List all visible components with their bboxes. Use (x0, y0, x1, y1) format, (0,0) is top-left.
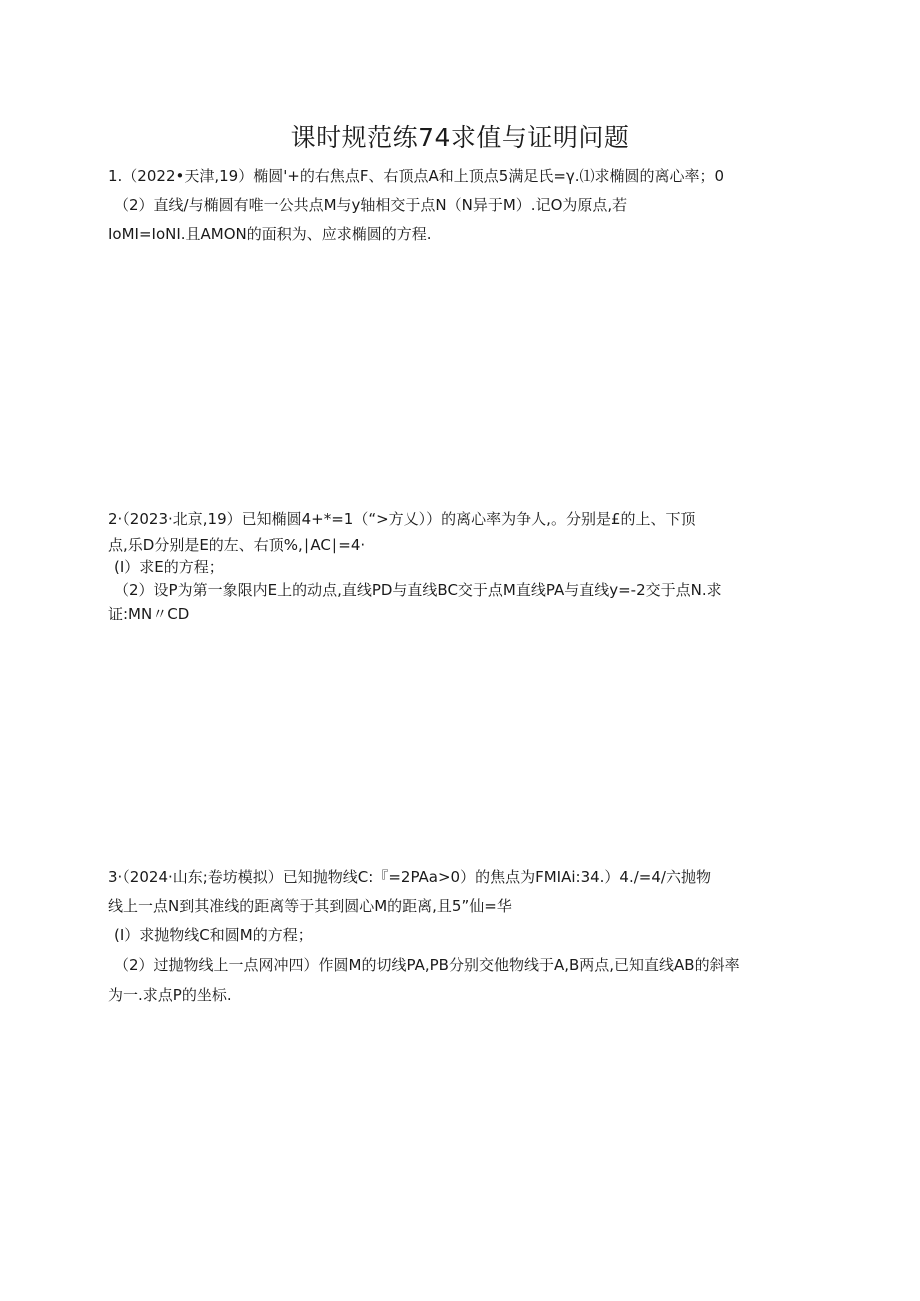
problem-3-line-4: （2）过抛物线上一点网冲四）作圆M的切线PA,PB分别交他物线于A,B两点,已知直线AB的斜率 (114, 956, 740, 974)
problem-1-line-3: IoMI=IoNI.且AMON的面积为、应求椭圆的方程. (108, 225, 432, 243)
page-title: 课时规范练74求值与证明问题 (290, 123, 630, 152)
problem-3-line-1: 3·（2024·山东;卷坊模拟）已知抛物线C:『=2PAa>0）的焦点为FMIAi:34.）4./=4/六抛物 (108, 868, 711, 886)
problem-3-line-3: (I）求抛物线C和圆M的方程； (114, 926, 313, 944)
problem-1-line-2: （2）直线/与椭圆有唯一公共点M与y轴相交于点N（N异于M）.记O为原点,若 (114, 196, 628, 214)
problem-3-line-2: 线上一点N到其准线的距离等于其到圆心M的距离,且5”仙=华 (108, 897, 512, 915)
problem-2-line-3: (I）求E的方程； (114, 558, 224, 576)
problem-2-line-1: 2·（2023·北京,19）已知椭圆4+*=1（“>方乂））的离心率为争人,。分别是£的上、下顶 (108, 510, 696, 528)
problem-1-line-1: 1.（2022•天津,19）椭圆'+的右焦点F、右顶点A和上顶点5满足氏=γ.⑴求椭圆的离心率；0 (108, 167, 725, 185)
problem-2-line-4: （2）设P为第一象限内E上的动点,直线PD与直线BC交于点M直线PA与直线y=-2交于点N.求 (114, 581, 722, 599)
problem-3-line-5: 为一.求点P的坐标. (108, 986, 232, 1004)
problem-2-line-2: 点,乐D分别是E的左、右顶%,∣AC∣=4· (108, 536, 366, 554)
problem-2-line-5: 证:MN〃CD (108, 605, 190, 623)
